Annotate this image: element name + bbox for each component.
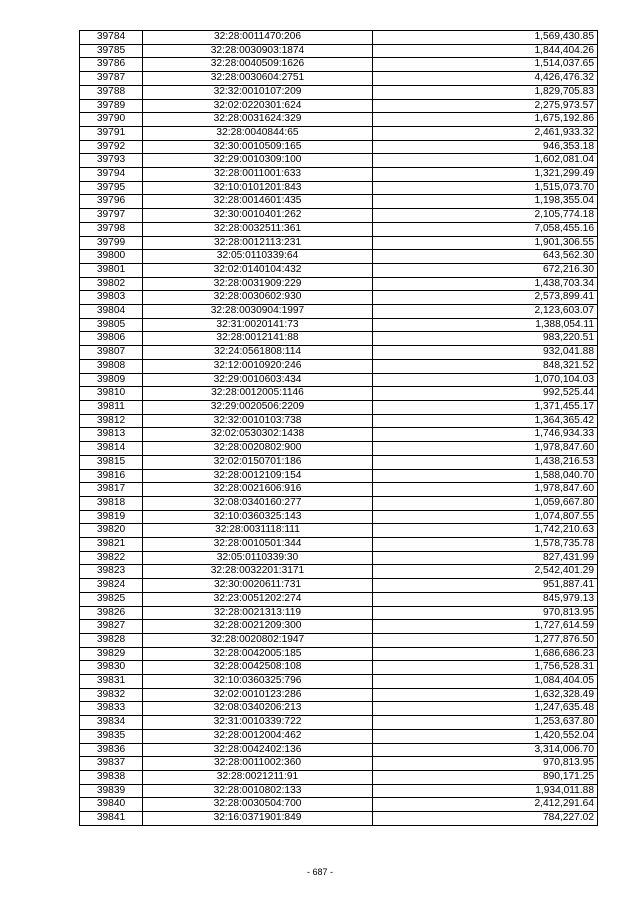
cadastral-code-cell: 32:28:0012004:462 [143, 729, 373, 743]
row-number-cell: 39784 [80, 31, 143, 45]
table-row [80, 222, 598, 236]
table-row [80, 277, 598, 291]
amount-cell: 827,431.99 [373, 551, 598, 565]
table-row [80, 387, 598, 401]
amount-cell: 1,934,011.88 [373, 784, 598, 798]
table-row [80, 455, 598, 469]
amount-cell: 1,321,299.49 [373, 168, 598, 182]
table-row [80, 332, 598, 346]
row-number-cell: 39808 [80, 359, 143, 373]
cadastral-code-cell: 32:08:0340160:277 [143, 496, 373, 510]
table-row [80, 99, 598, 113]
row-number-cell: 39812 [80, 414, 143, 428]
table-row [80, 524, 598, 538]
cadastral-code-cell: 32:28:0042508:108 [143, 661, 373, 675]
cadastral-code-cell: 32:32:0010103:738 [143, 414, 373, 428]
amount-cell: 784,227.02 [373, 812, 598, 826]
amount-cell: 1,371,455.17 [373, 400, 598, 414]
amount-cell: 1,742,210.63 [373, 524, 598, 538]
amount-cell: 983,220.51 [373, 332, 598, 346]
table-row [80, 263, 598, 277]
amount-cell: 2,573,899.41 [373, 291, 598, 305]
table-row [80, 812, 598, 826]
amount-cell: 1,746,934.33 [373, 428, 598, 442]
cadastral-code-cell: 32:05:0110339:64 [143, 250, 373, 264]
row-number-cell: 39795 [80, 181, 143, 195]
table-row [80, 442, 598, 456]
table-row [80, 688, 598, 702]
amount-cell: 970,813.95 [373, 606, 598, 620]
table-row [80, 209, 598, 223]
row-number-cell: 39801 [80, 263, 143, 277]
amount-cell: 1,588,040.70 [373, 469, 598, 483]
amount-cell: 2,412,291.64 [373, 798, 598, 812]
amount-cell: 1,253,637.80 [373, 716, 598, 730]
row-number-cell: 39805 [80, 318, 143, 332]
table-row [80, 373, 598, 387]
table-row [80, 620, 598, 634]
amount-cell: 1,074,807.55 [373, 510, 598, 524]
row-number-cell: 39828 [80, 633, 143, 647]
row-number-cell: 39803 [80, 291, 143, 305]
table-row [80, 291, 598, 305]
cadastral-code-cell: 32:28:0042005:185 [143, 647, 373, 661]
cadastral-code-cell: 32:02:0010123:286 [143, 688, 373, 702]
cadastral-code-cell: 32:28:0042402:136 [143, 743, 373, 757]
cadastral-code-cell: 32:29:0010309:100 [143, 154, 373, 168]
table-body [80, 31, 598, 826]
cadastral-code-cell: 32:10:0101201:843 [143, 181, 373, 195]
amount-cell: 1,602,081.04 [373, 154, 598, 168]
table-row [80, 236, 598, 250]
amount-cell: 1,070,104.03 [373, 373, 598, 387]
cadastral-code-cell: 32:28:0021209:300 [143, 620, 373, 634]
row-number-cell: 39826 [80, 606, 143, 620]
cadastral-code-cell: 32:32:0010107:209 [143, 85, 373, 99]
cadastral-code-cell: 32:28:0020802:900 [143, 442, 373, 456]
row-number-cell: 39833 [80, 702, 143, 716]
row-number-cell: 39813 [80, 428, 143, 442]
table-row [80, 606, 598, 620]
row-number-cell: 39786 [80, 58, 143, 72]
row-number-cell: 39820 [80, 524, 143, 538]
amount-cell: 1,578,735.78 [373, 538, 598, 552]
amount-cell: 848,321.52 [373, 359, 598, 373]
row-number-cell: 39799 [80, 236, 143, 250]
cadastral-code-cell: 32:29:0020506:2209 [143, 400, 373, 414]
amount-cell: 932,041.88 [373, 346, 598, 360]
row-number-cell: 39815 [80, 455, 143, 469]
row-number-cell: 39790 [80, 113, 143, 127]
amount-cell: 1,388,054.11 [373, 318, 598, 332]
table-row [80, 346, 598, 360]
amount-cell: 1,844,404.26 [373, 44, 598, 58]
row-number-cell: 39837 [80, 757, 143, 771]
amount-cell: 1,829,705.83 [373, 85, 598, 99]
table-row [80, 565, 598, 579]
amount-cell: 1,515,073.70 [373, 181, 598, 195]
amount-cell: 992,525.44 [373, 387, 598, 401]
amount-cell: 1,420,552.04 [373, 729, 598, 743]
row-number-cell: 39811 [80, 400, 143, 414]
table-row [80, 483, 598, 497]
row-number-cell: 39796 [80, 195, 143, 209]
cadastral-code-cell: 32:28:0012113:231 [143, 236, 373, 250]
table-row [80, 661, 598, 675]
row-number-cell: 39810 [80, 387, 143, 401]
amount-cell: 1,364,365.42 [373, 414, 598, 428]
amount-cell: 1,514,037.65 [373, 58, 598, 72]
row-number-cell: 39807 [80, 346, 143, 360]
row-number-cell: 39840 [80, 798, 143, 812]
cadastral-code-cell: 32:12:0010920:246 [143, 359, 373, 373]
cadastral-code-cell: 32:28:0021606:916 [143, 483, 373, 497]
cadastral-code-cell: 32:02:0220301:624 [143, 99, 373, 113]
amount-cell: 1,569,430.85 [373, 31, 598, 45]
cadastral-code-cell: 32:28:0030903:1874 [143, 44, 373, 58]
cadastral-code-cell: 32:23:0051202:274 [143, 592, 373, 606]
table-row [80, 113, 598, 127]
amount-cell: 1,438,703.34 [373, 277, 598, 291]
amount-cell: 3,314,006.70 [373, 743, 598, 757]
table-row [80, 154, 598, 168]
cadastral-code-cell: 32:30:0010509:165 [143, 140, 373, 154]
amount-cell: 1,059,667.80 [373, 496, 598, 510]
amount-cell: 1,198,355.04 [373, 195, 598, 209]
cadastral-code-cell: 32:02:0140104:432 [143, 263, 373, 277]
row-number-cell: 39839 [80, 784, 143, 798]
amount-cell: 1,978,847.60 [373, 442, 598, 456]
table-row [80, 579, 598, 593]
table-row [80, 250, 598, 264]
row-number-cell: 39836 [80, 743, 143, 757]
row-number-cell: 39817 [80, 483, 143, 497]
row-number-cell: 39794 [80, 168, 143, 182]
table-row [80, 168, 598, 182]
cadastral-code-cell: 32:28:0031909:229 [143, 277, 373, 291]
amount-cell: 1,438,216.53 [373, 455, 598, 469]
cadastral-code-cell: 32:28:0011470:206 [143, 31, 373, 45]
row-number-cell: 39814 [80, 442, 143, 456]
row-number-cell: 39804 [80, 305, 143, 319]
row-number-cell: 39785 [80, 44, 143, 58]
table-row [80, 85, 598, 99]
row-number-cell: 39830 [80, 661, 143, 675]
row-number-cell: 39802 [80, 277, 143, 291]
row-number-cell: 39789 [80, 99, 143, 113]
amount-cell: 4,426,476.32 [373, 72, 598, 86]
row-number-cell: 39797 [80, 209, 143, 223]
amount-cell: 2,105,774.18 [373, 209, 598, 223]
table-row [80, 428, 598, 442]
amount-cell: 2,542,401.29 [373, 565, 598, 579]
cadastral-code-cell: 32:10:0360325:143 [143, 510, 373, 524]
cadastral-code-cell: 32:28:0040509:1626 [143, 58, 373, 72]
amount-cell: 643,562.30 [373, 250, 598, 264]
cadastral-code-cell: 32:10:0360325:796 [143, 675, 373, 689]
row-number-cell: 39835 [80, 729, 143, 743]
cadastral-code-cell: 32:31:0020141:73 [143, 318, 373, 332]
row-number-cell: 39816 [80, 469, 143, 483]
amount-cell: 1,756,528.31 [373, 661, 598, 675]
table-row [80, 592, 598, 606]
cadastral-code-cell: 32:30:0020611:731 [143, 579, 373, 593]
amount-cell: 1,632,328.49 [373, 688, 598, 702]
row-number-cell: 39823 [80, 565, 143, 579]
cadastral-code-cell: 32:02:0150701:186 [143, 455, 373, 469]
cadastral-code-cell: 32:28:0030602:930 [143, 291, 373, 305]
table-row [80, 784, 598, 798]
table-row [80, 58, 598, 72]
cadastral-code-cell: 32:28:0010802:133 [143, 784, 373, 798]
amount-cell: 1,686,686.23 [373, 647, 598, 661]
cadastral-code-cell: 32:24:0561808:114 [143, 346, 373, 360]
row-number-cell: 39827 [80, 620, 143, 634]
amount-cell: 2,275,973.57 [373, 99, 598, 113]
cadastral-code-cell: 32:30:0010401:262 [143, 209, 373, 223]
amount-cell: 1,277,876.50 [373, 633, 598, 647]
table-row [80, 633, 598, 647]
cadastral-code-cell: 32:05:0110339:30 [143, 551, 373, 565]
row-number-cell: 39800 [80, 250, 143, 264]
amount-cell: 1,084,404.05 [373, 675, 598, 689]
row-number-cell: 39838 [80, 770, 143, 784]
row-number-cell: 39831 [80, 675, 143, 689]
page-number: - 687 - [306, 867, 333, 877]
row-number-cell: 39841 [80, 812, 143, 826]
table-row [80, 181, 598, 195]
table-row [80, 469, 598, 483]
row-number-cell: 39818 [80, 496, 143, 510]
data-table [79, 30, 598, 826]
table-row [80, 359, 598, 373]
amount-cell: 1,727,614.59 [373, 620, 598, 634]
cadastral-code-cell: 32:29:0010603:434 [143, 373, 373, 387]
table-row [80, 414, 598, 428]
cadastral-code-cell: 32:02:0530302:1438 [143, 428, 373, 442]
table-row [80, 675, 598, 689]
cadastral-code-cell: 32:28:0032201:3171 [143, 565, 373, 579]
amount-cell: 946,353.18 [373, 140, 598, 154]
row-number-cell: 39834 [80, 716, 143, 730]
row-number-cell: 39825 [80, 592, 143, 606]
cadastral-code-cell: 32:28:0011001:633 [143, 168, 373, 182]
amount-cell: 1,675,192.86 [373, 113, 598, 127]
amount-cell: 1,247,635.48 [373, 702, 598, 716]
table-row [80, 72, 598, 86]
amount-cell: 1,978,847.60 [373, 483, 598, 497]
cadastral-code-cell: 32:31:0010339:722 [143, 716, 373, 730]
amount-cell: 845,979.13 [373, 592, 598, 606]
cadastral-code-cell: 32:28:0021211:91 [143, 770, 373, 784]
cadastral-code-cell: 32:28:0030604:2751 [143, 72, 373, 86]
table-row [80, 44, 598, 58]
row-number-cell: 39798 [80, 222, 143, 236]
cadastral-code-cell: 32:16:0371901:849 [143, 812, 373, 826]
row-number-cell: 39793 [80, 154, 143, 168]
row-number-cell: 39819 [80, 510, 143, 524]
table-row [80, 31, 598, 45]
cadastral-code-cell: 32:28:0012141:88 [143, 332, 373, 346]
row-number-cell: 39809 [80, 373, 143, 387]
row-number-cell: 39824 [80, 579, 143, 593]
row-number-cell: 39832 [80, 688, 143, 702]
table-row [80, 318, 598, 332]
cadastral-code-cell: 32:28:0031118:111 [143, 524, 373, 538]
table-row [80, 195, 598, 209]
cadastral-code-cell: 32:28:0030904:1997 [143, 305, 373, 319]
table-row [80, 757, 598, 771]
row-number-cell: 39829 [80, 647, 143, 661]
row-number-cell: 39806 [80, 332, 143, 346]
cadastral-code-cell: 32:28:0012109:154 [143, 469, 373, 483]
table-row [80, 551, 598, 565]
cadastral-code-cell: 32:28:0030504:700 [143, 798, 373, 812]
cadastral-code-cell: 32:28:0014601:435 [143, 195, 373, 209]
row-number-cell: 39791 [80, 126, 143, 140]
table-row [80, 743, 598, 757]
table-row [80, 400, 598, 414]
table-row [80, 305, 598, 319]
table-row [80, 770, 598, 784]
amount-cell: 890,171.25 [373, 770, 598, 784]
amount-cell: 1,901,306.55 [373, 236, 598, 250]
row-number-cell: 39792 [80, 140, 143, 154]
table-row [80, 140, 598, 154]
row-number-cell: 39788 [80, 85, 143, 99]
cadastral-code-cell: 32:28:0032511:361 [143, 222, 373, 236]
amount-cell: 970,813.95 [373, 757, 598, 771]
table-row [80, 798, 598, 812]
cadastral-code-cell: 32:28:0040844:65 [143, 126, 373, 140]
amount-cell: 672,216.30 [373, 263, 598, 277]
amount-cell: 951,887.41 [373, 579, 598, 593]
amount-cell: 7,058,455.16 [373, 222, 598, 236]
table-row [80, 647, 598, 661]
amount-cell: 2,461,933.32 [373, 126, 598, 140]
cadastral-code-cell: 32:28:0012005:1146 [143, 387, 373, 401]
row-number-cell: 39821 [80, 538, 143, 552]
cadastral-code-cell: 32:28:0011002:360 [143, 757, 373, 771]
table-row [80, 702, 598, 716]
row-number-cell: 39787 [80, 72, 143, 86]
table-row [80, 510, 598, 524]
row-number-cell: 39822 [80, 551, 143, 565]
cadastral-code-cell: 32:28:0031624:329 [143, 113, 373, 127]
table-row [80, 538, 598, 552]
cadastral-code-cell: 32:28:0010501:344 [143, 538, 373, 552]
cadastral-code-cell: 32:28:0021313:119 [143, 606, 373, 620]
table-row [80, 716, 598, 730]
cadastral-code-cell: 32:08:0340206:213 [143, 702, 373, 716]
table-row [80, 126, 598, 140]
table-row [80, 496, 598, 510]
amount-cell: 2,123,603.07 [373, 305, 598, 319]
table-row [80, 729, 598, 743]
cadastral-code-cell: 32:28:0020802:1947 [143, 633, 373, 647]
